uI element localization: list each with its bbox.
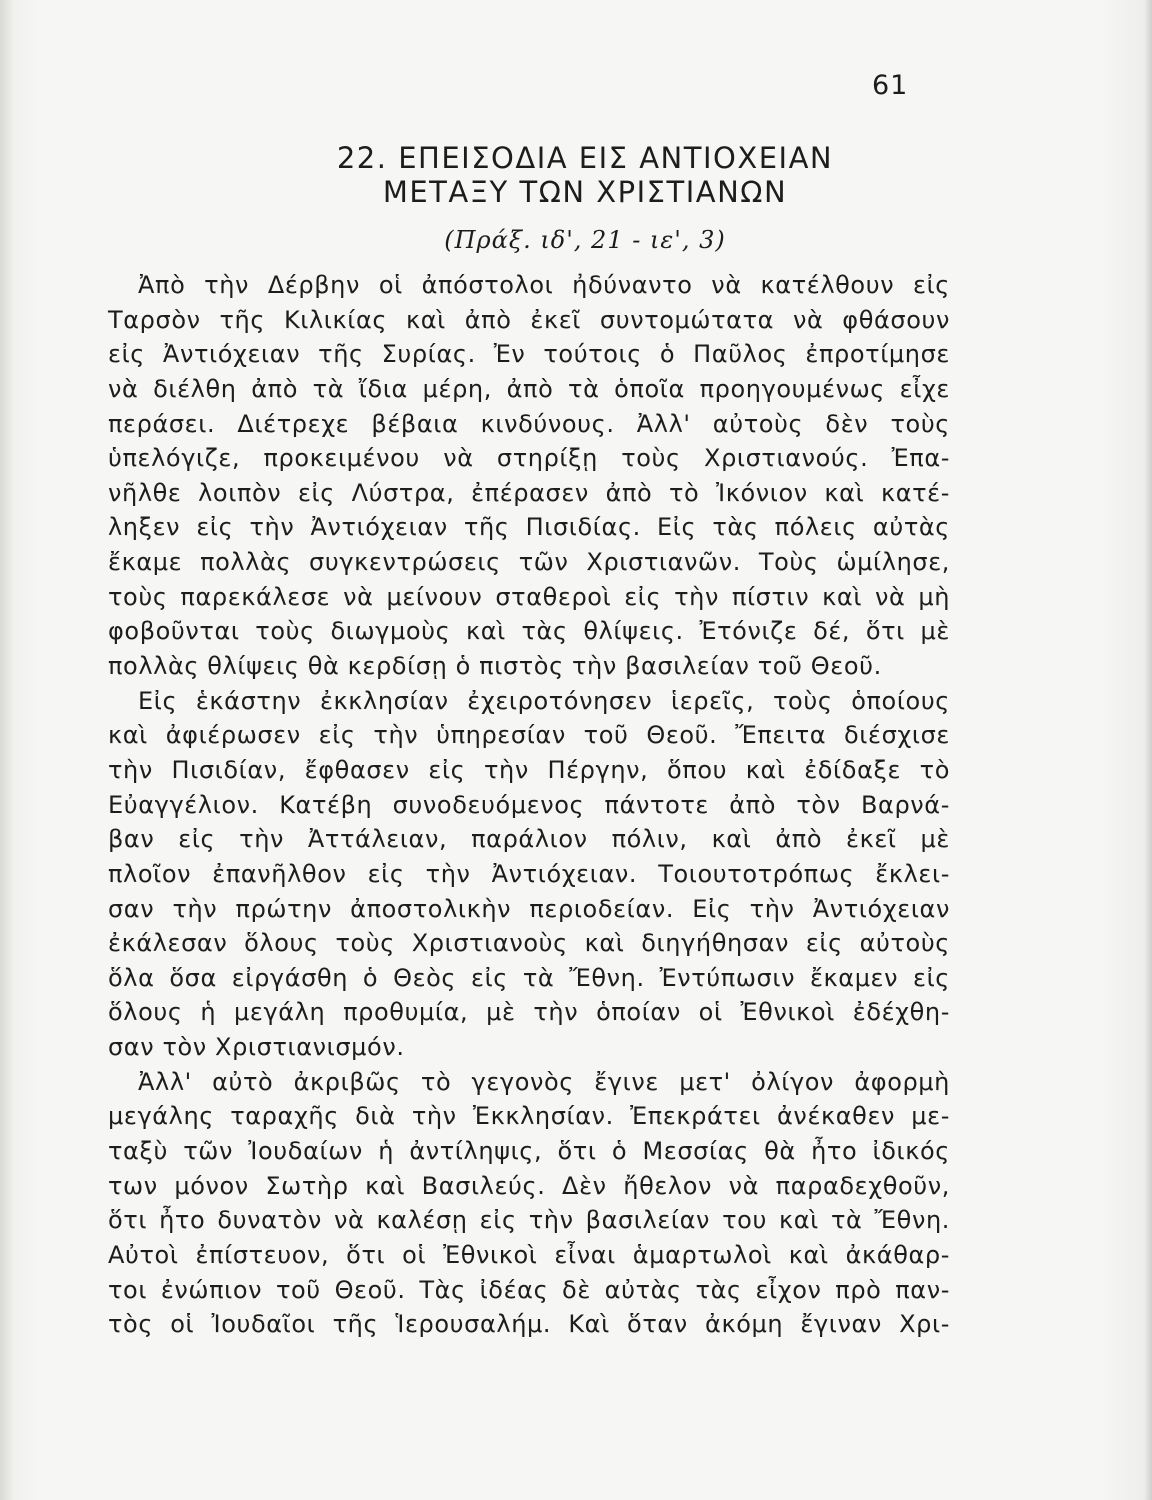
text-line: ληξεν εἰς τὴν Ἀντιόχειαν τῆς Πισιδίας. Εἰς τὰς πόλεις αὐτὰς: [108, 513, 950, 542]
scripture-reference: (Πράξ. ιδ', 21 - ιε', 3): [444, 226, 726, 254]
text-line: ἐκάλεσαν ὅλους τοὺς Χριστιανοὺς καὶ διηγήθησαν εἰς αὐτοὺς: [108, 929, 950, 958]
text-line: ὑπελόγιζε, προκειμένου νὰ στηρίξῃ τοὺς Χριστιανούς. Ἐπα-: [108, 444, 950, 473]
text-line: νῆλθε λοιπὸν εἰς Λύστρα, ἐπέρασεν ἀπὸ τὸ Ἰκόνιον καὶ κατέ-: [108, 478, 950, 507]
text-line: περάσει. Διέτρεχε βέβαια κινδύνους. Ἀλλ' αὐτοὺς δὲν τοὺς: [108, 409, 950, 438]
chapter-title-line-1: 22. ΕΠΕΙΣΟΔΙΑ ΕΙΣ ΑΝΤΙΟΧΕΙΑΝ: [336, 141, 834, 175]
text-line: νὰ διέλθη ἀπὸ τὰ ἴδια μέρη, ἀπὸ τὰ ὁποῖα προηγουμένως εἶχε: [108, 374, 950, 403]
text-line: φοβοῦνται τοὺς διωγμοὺς καὶ τὰς θλίψεις. Ἐτόνιζε δέ, ὅτι μὲ: [108, 617, 950, 646]
text-line: εἰς Ἀντιόχειαν τῆς Συρίας. Ἐν τούτοις ὁ Παῦλος ἐπροτίμησε: [108, 340, 950, 369]
body-text: [108, 268, 950, 1342]
text-line: μεγάλης ταραχῆς διὰ τὴν Ἐκκλησίαν. Ἐπεκράτει ἀνέκαθεν με-: [108, 1102, 950, 1131]
text-line: σαν τὸν Χριστιανισμόν.: [108, 1033, 405, 1062]
text-line: Εὐαγγέλιον. Κατέβη συνοδευόμενος πάντοτε ἀπὸ τὸν Βαρνά-: [108, 790, 950, 819]
text-line: ὅλα ὅσα εἰργάσθη ὁ Θεὸς εἰς τὰ Ἔθνη. Ἐντύπωσιν ἔκαμεν εἰς: [108, 963, 950, 992]
text-line: τοὺς παρεκάλεσε νὰ μείνουν σταθεροὶ εἰς τὴν πίστιν καὶ νὰ μὴ: [108, 582, 950, 611]
text-line: τὸς οἱ Ἰουδαῖοι τῆς Ἱερουσαλήμ. Καὶ ὅταν ἀκόμη ἔγιναν Χρι-: [108, 1310, 950, 1339]
text-line: καὶ ἀφιέρωσεν εἰς τὴν ὑπηρεσίαν τοῦ Θεοῦ. Ἔπειτα διέσχισε: [108, 721, 950, 750]
text-line: πολλὰς θλίψεις θὰ κερδίσῃ ὁ πιστὸς τὴν βασιλείαν τοῦ Θεοῦ.: [108, 652, 882, 681]
text-line: Ταρσὸν τῆς Κιλικίας καὶ ἀπὸ ἐκεῖ συντομώτατα νὰ φθάσουν: [108, 305, 950, 334]
page-number: 61: [872, 70, 909, 101]
text-line: ταξὺ τῶν Ἰουδαίων ἡ ἀντίληψις, ὅτι ὁ Μεσσίας θὰ ἦτο ἰδικός: [108, 1137, 950, 1166]
text-line: ὅτι ἦτο δυνατὸν νὰ καλέσῃ εἰς τὴν βασιλείαν του καὶ τὰ Ἔθνη.: [108, 1206, 950, 1235]
page-edge: [1144, 0, 1152, 1500]
text-line: ὅλους ἡ μεγάλη προθυμία, μὲ τὴν ὁποίαν οἱ Ἐθνικοὶ ἐδέχθη-: [108, 998, 950, 1027]
text-line: τοι ἐνώπιον τοῦ Θεοῦ. Τὰς ἰδέας δὲ αὐτὰς τὰς εἶχον πρὸ παν-: [108, 1275, 950, 1304]
binding-shadow: [0, 0, 14, 1500]
text-line: Αὐτοὶ ἐπίστευον, ὅτι οἱ Ἐθνικοὶ εἶναι ἁμαρτωλοὶ καὶ ἀκάθαρ-: [108, 1240, 950, 1269]
text-line: σαν τὴν πρώτην ἀποστολικὴν περιοδείαν. Εἰς τὴν Ἀντιόχειαν: [108, 894, 950, 923]
text-line: Ἀπὸ τὴν Δέρβην οἱ ἀπόστολοι ἠδύναντο νὰ κατέλθουν εἰς: [138, 271, 950, 299]
text-line: τὴν Πισιδίαν, ἔφθασεν εἰς τὴν Πέργην, ὅπου καὶ ἐδίδαξε τὸ: [108, 755, 950, 784]
text-line: πλοῖον ἐπανῆλθον εἰς τὴν Ἀντιόχειαν. Τοιουτοτρόπως ἔκλει-: [108, 859, 950, 888]
text-line: Εἰς ἑκάστην ἐκκλησίαν ἐχειροτόνησεν ἱερεῖς, τοὺς ὁποίους: [138, 686, 950, 715]
text-line: ἔκαμε πολλὰς συγκεντρώσεις τῶν Χριστιανῶν. Τοὺς ὡμίλησε,: [108, 548, 950, 577]
text-line: των μόνον Σωτὴρ καὶ Βασιλεύς. Δὲν ἤθελον νὰ παραδεχθοῦν,: [108, 1171, 950, 1200]
text-line: Ἀλλ' αὐτὸ ἀκριβῶς τὸ γεγονὸς ἔγινε μετ' ὀλίγον ἀφορμὴ: [138, 1067, 950, 1096]
text-line: βαν εἰς τὴν Ἀττάλειαν, παράλιον πόλιν, καὶ ἀπὸ ἐκεῖ μὲ: [108, 825, 950, 854]
chapter-title-line-2: ΜΕΤΑΞΥ ΤΩΝ ΧΡΙΣΤΙΑΝΩΝ: [382, 175, 788, 209]
